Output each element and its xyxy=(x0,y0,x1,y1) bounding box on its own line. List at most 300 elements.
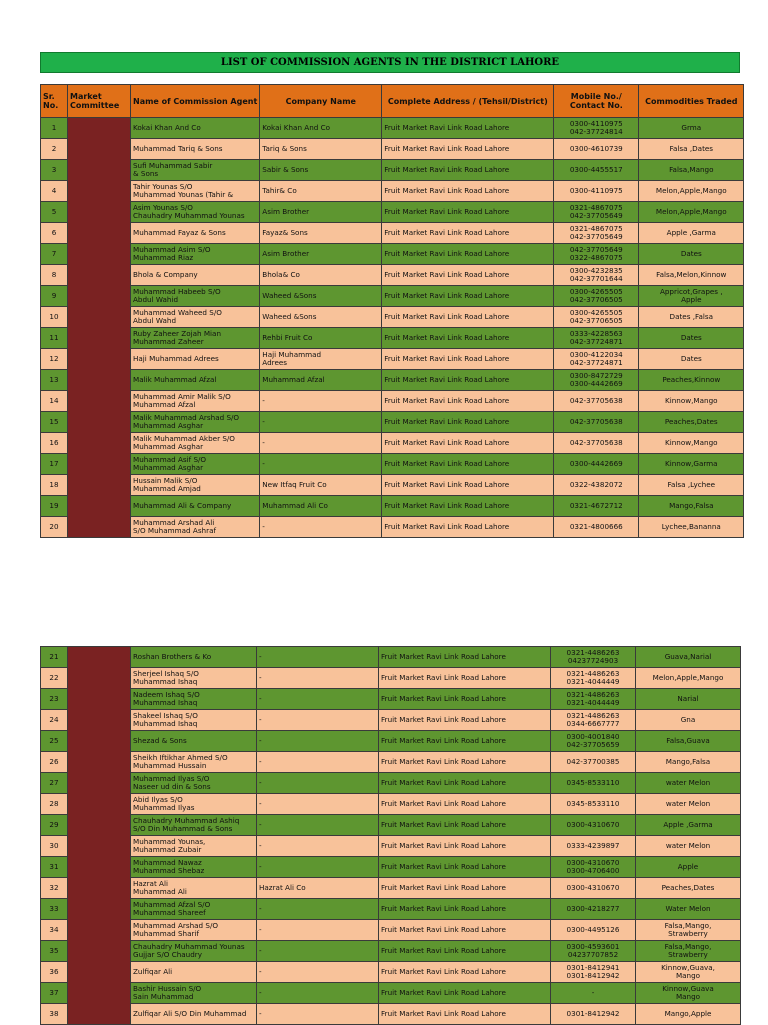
mobile-number-line: 042-37706505 xyxy=(569,295,623,304)
commodities-line: Mango,Falsa xyxy=(669,501,714,510)
table-row xyxy=(41,391,744,412)
company-name-line: - xyxy=(259,757,262,766)
agent-name-line: Muhammad Asghar xyxy=(133,463,204,472)
header-company: Company Name xyxy=(260,85,382,118)
commodities xyxy=(639,307,744,328)
company-name xyxy=(260,202,382,223)
commodities-line: Dates xyxy=(680,354,702,363)
commodities xyxy=(636,731,741,752)
table-row xyxy=(41,773,741,794)
mobile-number xyxy=(554,160,639,181)
table-header-row xyxy=(41,85,744,118)
commodities-line: Mango xyxy=(675,971,701,980)
serial-number: 10 xyxy=(41,307,68,328)
serial-number: 11 xyxy=(41,328,68,349)
mobile-number-line: 0300-4310670 xyxy=(566,820,620,829)
mobile-number-line: 0344-6667777 xyxy=(566,719,620,728)
mobile-number-line: 0321-4044449 xyxy=(566,677,620,686)
address: Fruit Market Ravi Link Road Lahore xyxy=(379,857,551,878)
agent-name-line: Zulfiqar Ali S/O Din Muhammad xyxy=(133,1009,247,1018)
commodities-line: Strawberry xyxy=(668,950,708,959)
mobile-number-line: 0322-4382072 xyxy=(569,480,623,489)
company-name-line: - xyxy=(259,673,262,682)
company-name-line: Adrees xyxy=(262,358,288,367)
address: Fruit Market Ravi Link Road Lahore xyxy=(379,1004,551,1025)
mobile-number xyxy=(551,941,636,962)
serial-number: 24 xyxy=(41,710,68,731)
table-row xyxy=(41,962,741,983)
company-name xyxy=(257,962,379,983)
commodities xyxy=(636,815,741,836)
mobile-number-line: 0321-4044449 xyxy=(566,698,620,707)
table-row xyxy=(41,328,744,349)
commodities-line: Falsa,Melon,Kinnow xyxy=(656,270,727,279)
commodities xyxy=(639,433,744,454)
mobile-number-line: 0300-4110975 xyxy=(569,119,623,128)
mobile-number xyxy=(551,962,636,983)
agent-name xyxy=(131,836,257,857)
serial-number: 23 xyxy=(41,689,68,710)
serial-number: 5 xyxy=(41,202,68,223)
commodities xyxy=(636,689,741,710)
agent-name-line: Naseer ud din & Sons xyxy=(133,782,211,791)
company-name-line: Sabir & Sons xyxy=(262,165,309,174)
mobile-number-line: 0322-4867075 xyxy=(569,253,623,262)
serial-number: 3 xyxy=(41,160,68,181)
mobile-number-line: 0300-4495126 xyxy=(566,925,620,934)
agent-name-line: Muhammad Afzal xyxy=(133,400,196,409)
company-name-line: Asim Brother xyxy=(262,249,310,258)
serial-number: 21 xyxy=(41,647,68,668)
mobile-number xyxy=(554,370,639,391)
serial-number: 15 xyxy=(41,412,68,433)
address: Fruit Market Ravi Link Road Lahore xyxy=(379,878,551,899)
table-row xyxy=(41,496,744,517)
agent-name-line: Chauhadry Muhammad Younas xyxy=(133,211,245,220)
market-committee-cell xyxy=(68,118,131,538)
mobile-number xyxy=(554,412,639,433)
address: Fruit Market Ravi Link Road Lahore xyxy=(379,647,551,668)
commodities xyxy=(639,412,744,433)
address: Fruit Market Ravi Link Road Lahore xyxy=(379,794,551,815)
mobile-number-line: 042-37724814 xyxy=(569,127,623,136)
agent-name-line: Muhammad Ishaq xyxy=(133,698,198,707)
serial-number: 19 xyxy=(41,496,68,517)
commodities xyxy=(639,202,744,223)
agent-name-line: Malik Muhammad Arshad S/O xyxy=(133,413,240,422)
agent-name-line: Malik Muhammad Afzal xyxy=(133,375,217,384)
mobile-number-line: 0321-4867075 xyxy=(569,203,623,212)
header-market-committee: Market Committee xyxy=(68,85,131,118)
commodities xyxy=(639,244,744,265)
agent-name-line: Ruby Zaheer Zojah Mian xyxy=(133,329,222,338)
agent-name-line: Sherjeel Ishaq S/O xyxy=(133,669,199,678)
commodities xyxy=(639,181,744,202)
mobile-number-line: 042-37705649 xyxy=(569,232,623,241)
address: Fruit Market Ravi Link Road Lahore xyxy=(379,689,551,710)
serial-number: 33 xyxy=(41,899,68,920)
mobile-number-line: 0333-4228563 xyxy=(569,329,623,338)
mobile-number-line: 04237707852 xyxy=(567,950,619,959)
mobile-number-line: 0300-4265505 xyxy=(569,287,623,296)
serial-number: 16 xyxy=(41,433,68,454)
agent-name-line: Muhammad Zaheer xyxy=(133,337,204,346)
commodities xyxy=(636,857,741,878)
agent-name xyxy=(131,328,260,349)
mobile-number-line: 0321-4486263 xyxy=(566,648,620,657)
agent-name-line: Muhammad Ali & Company xyxy=(133,501,232,510)
table-row xyxy=(41,517,744,538)
commodities xyxy=(639,370,744,391)
address: Fruit Market Ravi Link Road Lahore xyxy=(382,181,554,202)
company-name xyxy=(257,899,379,920)
mobile-number xyxy=(551,920,636,941)
table-row xyxy=(41,433,744,454)
mobile-number xyxy=(551,815,636,836)
serial-number: 26 xyxy=(41,752,68,773)
agent-name xyxy=(131,307,260,328)
commodities xyxy=(639,475,744,496)
address: Fruit Market Ravi Link Road Lahore xyxy=(379,941,551,962)
table-row xyxy=(41,647,741,668)
serial-number: 7 xyxy=(41,244,68,265)
agent-name xyxy=(131,118,260,139)
agent-name xyxy=(131,899,257,920)
company-name xyxy=(260,496,382,517)
company-name xyxy=(260,328,382,349)
company-name-line: - xyxy=(259,694,262,703)
serial-number: 1 xyxy=(41,118,68,139)
commodities-line: Peaches,Dates xyxy=(664,417,718,426)
mobile-number xyxy=(551,773,636,794)
agent-name-line: Muhammad Asghar xyxy=(133,421,204,430)
agent-name xyxy=(131,962,257,983)
company-name-line: - xyxy=(259,904,262,913)
commodities xyxy=(639,517,744,538)
table-row xyxy=(41,731,741,752)
mobile-number-line: 0345-8533110 xyxy=(566,799,620,808)
agent-name-line: Muhammad Ishaq xyxy=(133,719,198,728)
company-name xyxy=(260,391,382,412)
company-name xyxy=(257,731,379,752)
mobile-number xyxy=(554,202,639,223)
company-name xyxy=(257,920,379,941)
agent-name-line: Abdul Wahid xyxy=(133,295,179,304)
serial-number: 2 xyxy=(41,139,68,160)
address: Fruit Market Ravi Link Road Lahore xyxy=(382,433,554,454)
agents-table-2 xyxy=(40,646,741,1025)
agent-name-line: Muhammad Fayaz & Sons xyxy=(133,228,226,237)
mobile-number xyxy=(551,899,636,920)
address: Fruit Market Ravi Link Road Lahore xyxy=(379,752,551,773)
agent-name xyxy=(131,668,257,689)
company-name-line: - xyxy=(259,1009,262,1018)
agent-name-line: Tahir Younas S/O xyxy=(133,182,193,191)
company-name xyxy=(260,454,382,475)
mobile-number-line: 042-37724871 xyxy=(569,337,623,346)
table-row xyxy=(41,244,744,265)
mobile-number xyxy=(551,983,636,1004)
agent-name-line: Muhammad Ilyas xyxy=(133,803,195,812)
agent-name-line: Shezad & Sons xyxy=(133,736,187,745)
company-name-line: Tahir& Co xyxy=(262,186,297,195)
serial-number: 18 xyxy=(41,475,68,496)
commodities xyxy=(636,710,741,731)
commodities xyxy=(639,265,744,286)
table-row xyxy=(41,983,741,1004)
commodities xyxy=(636,668,741,689)
agent-name-line: Hazrat Ali xyxy=(133,879,168,888)
agent-name xyxy=(131,391,260,412)
agent-name-line: Chauhadry Muhammad Younas xyxy=(133,942,245,951)
mobile-number-line: 0300-4265505 xyxy=(569,308,623,317)
commodities-line: Kinnow,Guava, xyxy=(661,963,715,972)
address: Fruit Market Ravi Link Road Lahore xyxy=(382,496,554,517)
mobile-number-line: 0321-4486263 xyxy=(566,669,620,678)
table-row xyxy=(41,899,741,920)
table-row xyxy=(41,160,744,181)
agent-name-line: Muhammad Arshad Ali xyxy=(133,518,215,527)
company-name-line: Haji Muhammad xyxy=(262,350,322,359)
mobile-number-line: 0321-4800666 xyxy=(569,522,623,531)
header-agent-name: Name of Commission Agent xyxy=(131,85,260,118)
company-name xyxy=(257,857,379,878)
commodities xyxy=(636,773,741,794)
mobile-number xyxy=(554,517,639,538)
agent-name xyxy=(131,689,257,710)
commodities-line: Dates ,Falsa xyxy=(669,312,714,321)
commodities xyxy=(639,223,744,244)
agent-name-line: Malik Muhammad Akber S/O xyxy=(133,434,235,443)
table-row xyxy=(41,454,744,475)
agent-name xyxy=(131,941,257,962)
mobile-number-line: 0300-8472729 xyxy=(569,371,623,380)
serial-number: 32 xyxy=(41,878,68,899)
address: Fruit Market Ravi Link Road Lahore xyxy=(382,223,554,244)
mobile-number-line: 0321-4486263 xyxy=(566,711,620,720)
address: Fruit Market Ravi Link Road Lahore xyxy=(379,920,551,941)
mobile-number-line: 0300-4110975 xyxy=(569,186,623,195)
address: Fruit Market Ravi Link Road Lahore xyxy=(382,454,554,475)
commodities-line: Appricot,Grapes , xyxy=(659,287,723,296)
mobile-number-line: 0300-4442669 xyxy=(569,459,623,468)
agent-name xyxy=(131,710,257,731)
commodities xyxy=(636,920,741,941)
company-name xyxy=(257,710,379,731)
company-name xyxy=(260,118,382,139)
company-name-line: - xyxy=(259,799,262,808)
agent-name-line: Muhammad Zubair xyxy=(133,845,202,854)
address: Fruit Market Ravi Link Road Lahore xyxy=(382,286,554,307)
company-name-line: - xyxy=(259,988,262,997)
mobile-number-line: 0300-4610739 xyxy=(569,144,623,153)
agent-name-line: Bhola & Company xyxy=(133,270,198,279)
serial-number: 27 xyxy=(41,773,68,794)
agent-name xyxy=(131,752,257,773)
company-name xyxy=(257,941,379,962)
company-name xyxy=(260,160,382,181)
agent-name-line: Bashir Hussain S/O xyxy=(133,984,202,993)
agent-name xyxy=(131,647,257,668)
mobile-number xyxy=(554,433,639,454)
address: Fruit Market Ravi Link Road Lahore xyxy=(382,265,554,286)
company-name-line: New Itfaq Fruit Co xyxy=(262,480,327,489)
company-name-line: - xyxy=(259,946,262,955)
agent-name-line: Sufi Muhammad Sabir xyxy=(133,161,213,170)
agent-name xyxy=(131,370,260,391)
agent-name-line: Chauhadry Muhammad Ashiq xyxy=(133,816,240,825)
commodities-line: Falsa,Guava xyxy=(666,736,710,745)
header-address: Complete Address / (Tehsil/District) xyxy=(382,85,554,118)
mobile-number-line: 0300-4310670 xyxy=(566,858,620,867)
header-sr: Sr. No. xyxy=(41,85,68,118)
agent-name xyxy=(131,773,257,794)
mobile-number-line: 0345-8533110 xyxy=(566,778,620,787)
serial-number: 37 xyxy=(41,983,68,1004)
commodities xyxy=(639,349,744,370)
agent-name-line: Muhammad Shareef xyxy=(133,908,206,917)
mobile-number xyxy=(554,307,639,328)
agent-name-line: Muhammad Shebaz xyxy=(133,866,205,875)
agent-name-line: Sain Muhammad xyxy=(133,992,194,1001)
mobile-number-line: 0300-4442669 xyxy=(569,379,623,388)
company-name xyxy=(257,752,379,773)
table-row xyxy=(41,118,744,139)
serial-number: 38 xyxy=(41,1004,68,1025)
commodities-line: Kinnow,Mango xyxy=(665,396,718,405)
company-name-line: - xyxy=(259,820,262,829)
agents-table-1 xyxy=(40,84,744,538)
company-name xyxy=(260,433,382,454)
agent-name xyxy=(131,517,260,538)
mobile-number xyxy=(554,349,639,370)
agent-name-line: Muhammad Waheed S/O xyxy=(133,308,222,317)
commodities-line: Peaches,Dates xyxy=(661,883,715,892)
table-row xyxy=(41,668,741,689)
company-name xyxy=(260,139,382,160)
address: Fruit Market Ravi Link Road Lahore xyxy=(382,328,554,349)
commodities-line: water Melon xyxy=(665,778,711,787)
mobile-number-line: 042-37705638 xyxy=(569,438,623,447)
company-name-line: Asim Brother xyxy=(262,207,310,216)
commodities-line: Kinnow,Garma xyxy=(665,459,718,468)
company-name-line: Bhola& Co xyxy=(262,270,300,279)
commodities-line: Mango xyxy=(675,992,701,1001)
serial-number: 30 xyxy=(41,836,68,857)
commodities-line: Falsa,Mango, xyxy=(664,942,712,951)
agent-name-line: Asim Younas S/O xyxy=(133,203,193,212)
agent-name-line: Muhammad Amjad xyxy=(133,484,201,493)
address: Fruit Market Ravi Link Road Lahore xyxy=(382,517,554,538)
commodities xyxy=(639,496,744,517)
commodities-line: Dates xyxy=(680,333,702,342)
mobile-number xyxy=(554,223,639,244)
company-name-line: - xyxy=(262,417,265,426)
agent-name-line: Nadeem Ishaq S/O xyxy=(133,690,200,699)
commodities xyxy=(636,794,741,815)
market-committee-cell xyxy=(68,647,131,1025)
company-name-line: - xyxy=(259,778,262,787)
commodities xyxy=(636,752,741,773)
mobile-number xyxy=(554,139,639,160)
agent-name-line: Muhammad Tariq & Sons xyxy=(133,144,223,153)
serial-number: 4 xyxy=(41,181,68,202)
company-name xyxy=(260,307,382,328)
mobile-number-line: 0300-4455517 xyxy=(569,165,623,174)
agent-name-line: Shakeel Ishaq S/O xyxy=(133,711,198,720)
company-name-line: Hazrat Ali Co xyxy=(259,883,306,892)
table-row xyxy=(41,265,744,286)
agent-name xyxy=(131,731,257,752)
table-row xyxy=(41,139,744,160)
address: Fruit Market Ravi Link Road Lahore xyxy=(382,412,554,433)
company-name xyxy=(257,983,379,1004)
commodities-line: Kinnow,Guava xyxy=(662,984,714,993)
mobile-number-line: 0300-4001840 xyxy=(566,732,620,741)
mobile-number-line: 042-37705649 xyxy=(569,245,623,254)
mobile-number xyxy=(554,265,639,286)
company-name xyxy=(257,647,379,668)
serial-number: 6 xyxy=(41,223,68,244)
address: Fruit Market Ravi Link Road Lahore xyxy=(382,202,554,223)
table-row xyxy=(41,815,741,836)
commodities xyxy=(636,941,741,962)
company-name xyxy=(257,794,379,815)
mobile-number-line: 0321-4672712 xyxy=(569,501,623,510)
mobile-number-line: 042-37705649 xyxy=(569,211,623,220)
company-name-line: Waheed &Sons xyxy=(262,312,317,321)
commodities-line: Falsa ,Dates xyxy=(669,144,714,153)
mobile-number xyxy=(551,878,636,899)
agent-name-line: Muhammad Asim S/O xyxy=(133,245,211,254)
company-name xyxy=(260,412,382,433)
agent-name-line: Sheikh Iftikhar Ahmed S/O xyxy=(133,753,228,762)
company-name xyxy=(257,689,379,710)
commodities xyxy=(639,391,744,412)
commodities xyxy=(639,118,744,139)
agent-name-line: S/O Din Muhammad & Sons xyxy=(133,824,233,833)
company-name xyxy=(257,773,379,794)
table-row xyxy=(41,710,741,731)
mobile-number-line: 0301-8412942 xyxy=(566,1009,620,1018)
agent-name xyxy=(131,433,260,454)
commodities xyxy=(636,899,741,920)
commodities-line: Strawberry xyxy=(668,929,708,938)
table-row xyxy=(41,202,744,223)
company-name xyxy=(257,815,379,836)
commodities-line: Apple xyxy=(677,862,699,871)
commodities xyxy=(639,286,744,307)
mobile-number xyxy=(554,475,639,496)
address: Fruit Market Ravi Link Road Lahore xyxy=(382,307,554,328)
agent-name-line: & Sons xyxy=(133,169,159,178)
agent-name-line: Muhammad Asif S/O xyxy=(133,455,207,464)
agent-name-line: Haji Muhammad Adrees xyxy=(133,354,219,363)
company-name-line: Rehbi Fruit Co xyxy=(262,333,313,342)
agent-name-line: Abdul Wahd xyxy=(133,316,177,325)
serial-number: 9 xyxy=(41,286,68,307)
company-name xyxy=(260,349,382,370)
mobile-number xyxy=(551,710,636,731)
agent-name-line: Zulfiqar Ali xyxy=(133,967,173,976)
agent-name xyxy=(131,181,260,202)
company-name xyxy=(257,878,379,899)
agent-name xyxy=(131,983,257,1004)
company-name xyxy=(260,223,382,244)
agent-name-line: Kokai Khan And Co xyxy=(133,123,201,132)
mobile-number-line: 042-37705638 xyxy=(569,417,623,426)
table-row xyxy=(41,181,744,202)
